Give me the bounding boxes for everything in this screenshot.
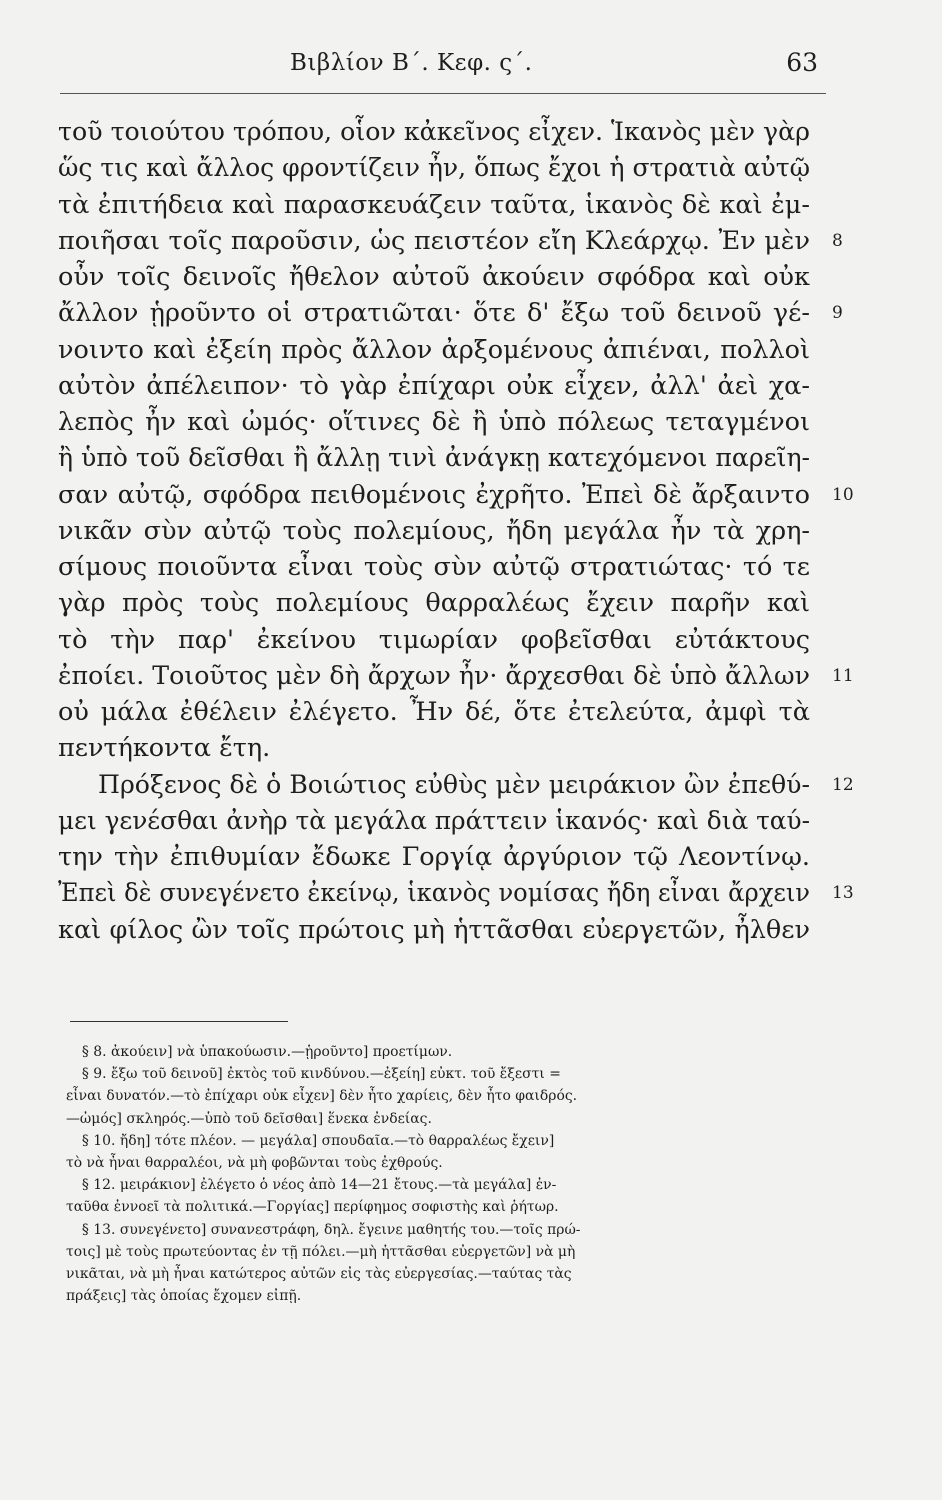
text-line-content: Ἐπεὶ δὲ συνεγένετο ἐκείνῳ, ἱκανὸς νομίσας ἤδη εἶναι ἄρχειν — [58, 878, 810, 909]
text-line-content: λεπὸς ἦν καὶ ὠμός· οἵτινες δὲ ἢ ὑπὸ πόλεως τεταγμένοι — [58, 407, 810, 437]
text-line — [58, 114, 828, 150]
footnote-line: —ὠμός] σκληρός.—ὑπὸ τοῦ δεῖσθαι] ἕνεκα ἐνδείας. — [66, 1110, 432, 1127]
text-line-content: τοῦ τοιούτου τρόπου, οἷον κἀκεῖνος εἶχεν. Ἱκανὸς μὲν γὰρ — [58, 117, 810, 147]
section-number: 11 — [832, 665, 854, 686]
footnotes — [66, 1041, 826, 1307]
text-line — [58, 513, 828, 549]
text-line — [58, 259, 828, 295]
text-line-content: αὐτὸν ἀπέλειπον· τὸ γὰρ ἐπίχαρι οὐκ εἶχεν, ἀλλ' ἀεὶ χα- — [58, 370, 810, 401]
text-line — [58, 332, 828, 368]
text-line — [58, 187, 828, 223]
text-line-content: καὶ φίλος ὢν τοῖς πρώτοις μὴ ἡττᾶσθαι εὐεργετῶν, ἦλθεν — [58, 914, 810, 945]
text-line — [58, 767, 854, 803]
footnote-line: § 8. ἀκούειν] νὰ ὑπακούωσιν.—ᾑροῦντο] προετίμων. — [81, 1044, 453, 1060]
footnote-line: ταῦθα ἐννοεῖ τὰ πολιτικά.—Γοργίας] περίφημος σοφιστὴς καὶ ῥήτωρ. — [66, 1199, 559, 1216]
text-line-content: ὥς τις καὶ ἄλλος φροντίζειν ἦν, ὅπως ἔχοι ἡ στρατιὰ αὐτῷ — [58, 153, 810, 184]
text-line — [58, 839, 828, 875]
text-line — [58, 295, 843, 331]
text-line — [58, 730, 828, 766]
text-line-content: νοιντο καὶ ἐξείη πρὸς ἄλλον ἀρξομένους ἀπιέναι, πολλοὶ — [58, 334, 810, 365]
text-line — [58, 585, 828, 621]
footnote-line: πράξεις] τὰς ὁποίας ἔχομεν εἰπῇ. — [66, 1288, 302, 1305]
footnote-line: § 13. συνεγένετο] συνανεστράφη, δηλ. ἔγεινε μαθητής του.—τοῖς πρώ- — [81, 1221, 581, 1238]
text-line — [58, 150, 828, 186]
running-head: Βιβλίον Β΄. Κεφ. ς΄. — [290, 50, 533, 76]
text-line-content: ποιῆσαι τοῖς παροῦσιν, ὡς πειστέον εἴη Κλεάρχῳ. Ἐν μὲν — [58, 225, 810, 256]
text-line-content: τὰ ἐπιτήδεια καὶ παρασκευάζειν ταῦτα, ἱκανὸς δὲ καὶ ἐμ- — [58, 189, 810, 220]
text-line-content: πεντήκοντα ἔτη. — [58, 733, 271, 764]
footnote-line: § 10. ἤδη] τότε πλέον. — μεγάλα] σπουδαῖα.—τὸ θαρραλέως ἔχειν] — [81, 1132, 555, 1149]
text-line-content: μει γενέσθαι ἀνὴρ τὰ μεγάλα πράττειν ἱκανός· καὶ διὰ ταύ- — [58, 805, 810, 836]
main-text — [58, 114, 854, 948]
text-line — [58, 803, 828, 839]
text-line — [58, 223, 843, 259]
text-line — [58, 622, 828, 658]
text-line — [58, 404, 828, 440]
section-number: 13 — [832, 883, 854, 904]
section-number: 8 — [832, 230, 843, 251]
section-number: 12 — [832, 774, 854, 795]
text-line-content: Πρόξενος δὲ ὁ Βοιώτιος εὐθὺς μὲν μειράκιον ὢν ἐπεθύ- — [98, 769, 810, 800]
footnote-line: νικᾶται, νὰ μὴ ἦναι κατώτερος αὐτῶν εἰς τὰς εὐεργεσίας.—ταύτας τὰς — [66, 1265, 572, 1282]
text-line-content: οὐ μάλα ἐθέλειν ἐλέγετο. Ἦν δέ, ὅτε ἐτελεύτα, ἀμφὶ τὰ — [58, 697, 810, 727]
footnote-line: § 12. μειράκιον] ἐλέγετο ὁ νέος ἀπὸ 14—21 ἔτους.—τὰ μεγάλα] ἐν- — [81, 1177, 557, 1194]
text-line-content: τὸ τὴν παρ' ἐκείνου τιμωρίαν φοβεῖσθαι εὐτάκτους — [58, 624, 810, 655]
text-line — [58, 658, 854, 694]
header-rule — [60, 93, 826, 94]
page-number: 63 — [786, 48, 818, 77]
footnote-rule — [70, 1021, 288, 1022]
text-line — [58, 912, 828, 948]
text-line-content: ἐποίει. Τοιοῦτος μὲν δὴ ἄρχων ἦν· ἄρχεσθαι δὲ ὑπὸ ἄλλων — [58, 660, 810, 691]
text-line-content: σίμους ποιοῦντα εἶναι τοὺς σὺν αὐτῷ στρατιώτας· τό τε — [58, 552, 810, 582]
text-line — [58, 368, 828, 404]
text-line-content: οὖν τοῖς δεινοῖς ἤθελον αὐτοῦ ἀκούειν σφόδρα καὶ οὐκ — [58, 262, 810, 292]
footnote-line: τὸ νὰ ἦναι θαρραλέοι, νὰ μὴ φοβῶνται τοὺς ἐχθρούς. — [66, 1154, 443, 1171]
text-line — [58, 549, 828, 585]
section-number: 10 — [832, 484, 854, 505]
footnote-line: εἶναι δυνατόν.—τὸ ἐπίχαρι οὐκ εἶχεν] δὲν ἦτο χαρίεις, δὲν ἦτο φαιδρός. — [66, 1088, 578, 1105]
section-number: 9 — [832, 303, 843, 324]
text-line — [58, 694, 828, 730]
footnote-line: τοις] μὲ τοὺς πρωτεύοντας ἐν τῇ πόλει.—μὴ ἡττᾶσθαι εὐεργετῶν] νὰ μὴ — [66, 1243, 576, 1260]
footnote-line: § 9. ἔξω τοῦ δεινοῦ] ἐκτὸς τοῦ κινδύνου.—ἐξείη] εὐκτ. τοῦ ἔξεστι = — [81, 1066, 561, 1083]
text-line-content: γὰρ πρὸς τοὺς πολεμίους θαρραλέως ἔχειν παρῆν καὶ — [58, 588, 810, 619]
text-line — [58, 477, 854, 513]
text-line-content: ἄλλον ᾑροῦντο οἱ στρατιῶται· ὅτε δ' ἔξω τοῦ δεινοῦ γέ- — [58, 298, 810, 329]
text-line-content: ἢ ὑπὸ τοῦ δεῖσθαι ἢ ἄλλῃ τινὶ ἀνάγκῃ κατεχόμενοι παρεῖη- — [58, 443, 810, 474]
text-line-content: σαν αὐτῷ, σφόδρα πειθομένοις ἐχρῆτο. Ἐπεὶ δὲ ἄρξαιντο — [58, 479, 810, 510]
text-line — [58, 875, 854, 911]
text-line-content: νικᾶν σὺν αὐτῷ τοὺς πολεμίους, ἤδη μεγάλα ἦν τὰ χρη- — [58, 515, 810, 546]
text-line — [58, 440, 828, 476]
text-line-content: την τὴν ἐπιθυμίαν ἔδωκε Γοργίᾳ ἀργύριον τῷ Λεοντίνῳ. — [58, 842, 810, 872]
